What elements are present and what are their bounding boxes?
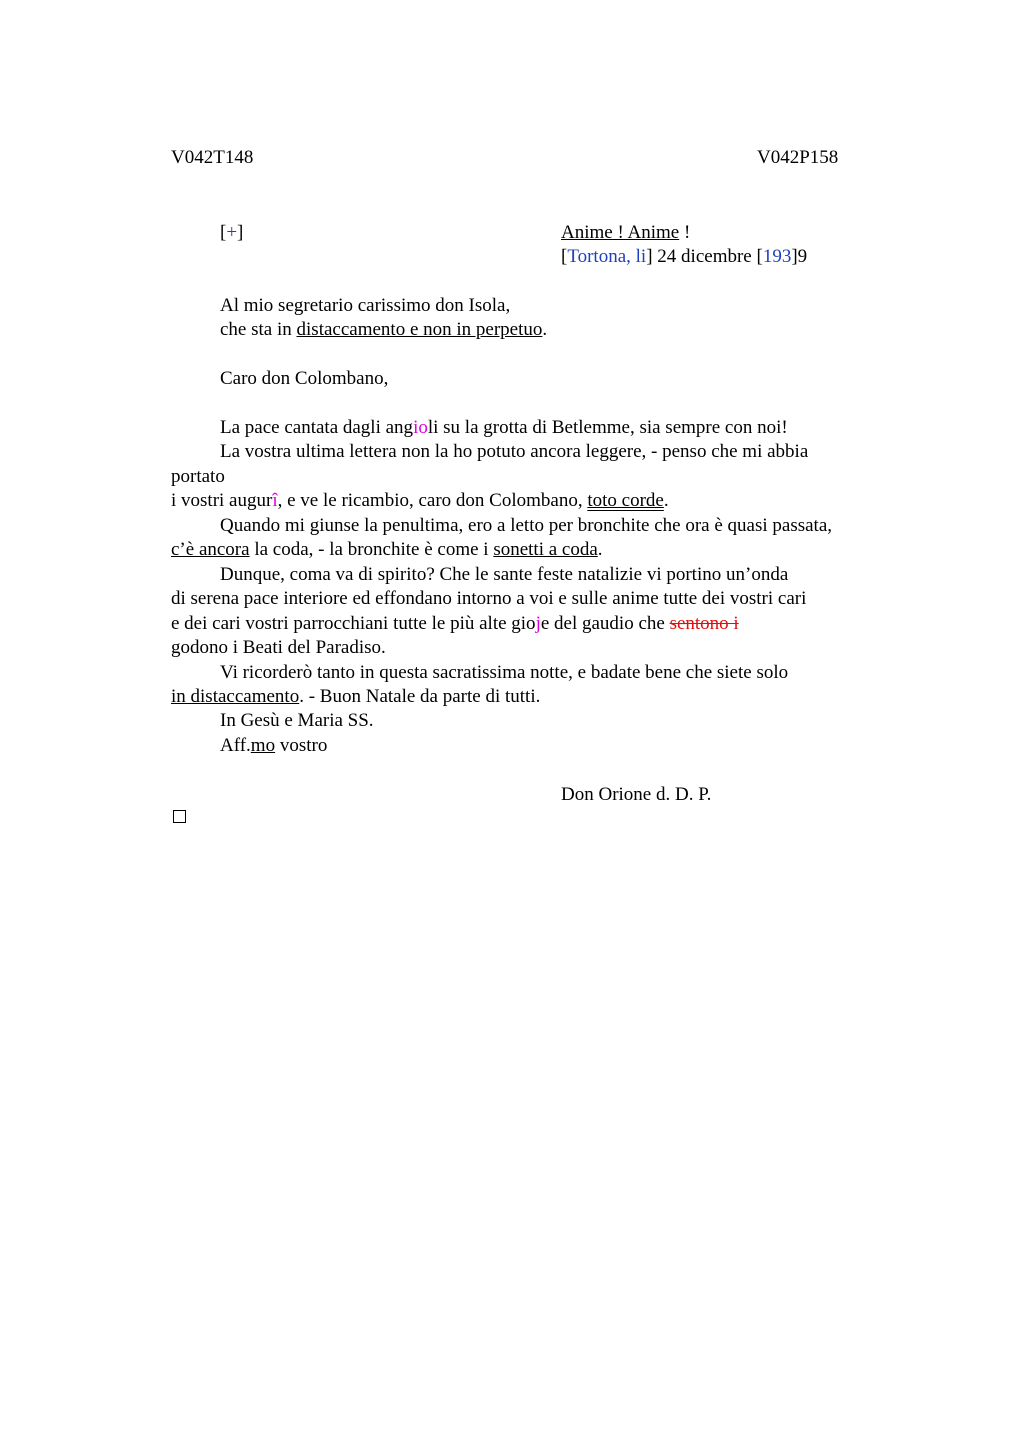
body-line: di serena pace interiore ed effondano intorno a voi e sulle anime tutte dei vostri cari xyxy=(171,588,807,609)
signature: Don Orione d. D. P. xyxy=(561,784,712,805)
deleted-text: sentono i xyxy=(669,613,739,634)
place-name: Tortona, li xyxy=(567,246,647,267)
body-line: godono i Beati del Paradiso. xyxy=(171,637,386,658)
motto: Anime ! Anime ! xyxy=(561,222,691,243)
closing-line: Aff.mo vostro xyxy=(220,735,328,756)
body-line: Vi ricorderò tanto in questa sacratissima notte, e badate bene che siete solo xyxy=(220,662,789,683)
body-line: portato xyxy=(171,466,225,487)
address-line-1: Al mio segretario carissimo don Isola, xyxy=(220,295,511,316)
body-line: Quando mi giunse la penultima, ero a letto per bronchite che ora è quasi passata, xyxy=(220,515,833,536)
cross-mark: [+] xyxy=(220,222,244,243)
document-code-left: V042T148 xyxy=(171,147,254,168)
place-date: [Tortona, li] 24 dicembre [193]9 xyxy=(561,246,808,267)
document-code-right: V042P158 xyxy=(757,147,839,168)
closing-line: In Gesù e Maria SS. xyxy=(220,710,374,731)
salutation: Caro don Colombano, xyxy=(220,368,389,389)
body-line: i vostri augurî, e ve le ricambio, caro don Colombano, toto corde. xyxy=(171,490,669,511)
end-square-icon xyxy=(173,810,186,823)
body-line: e dei cari vostri parrocchiani tutte le più alte gioje del gaudio che sentono i xyxy=(171,613,739,634)
body-line: La vostra ultima lettera non la ho potuto ancora leggere, - penso che mi abbia xyxy=(220,441,809,462)
body-line: in distaccamento. - Buon Natale da parte di tutti. xyxy=(171,686,541,707)
body-line: c’è ancora la coda, - la bronchite è come i sonetti a coda. xyxy=(171,539,603,560)
year-editorial: 193 xyxy=(762,246,792,267)
address-line-2: che sta in distaccamento e non in perpetuo. xyxy=(220,319,548,340)
body-line: La pace cantata dagli angioli su la grotta di Betlemme, sia sempre con noi! xyxy=(220,417,788,438)
body-line: Dunque, coma va di spirito? Che le sante feste natalizie vi portino un’onda xyxy=(220,564,789,585)
cross-symbol: + xyxy=(226,222,238,243)
